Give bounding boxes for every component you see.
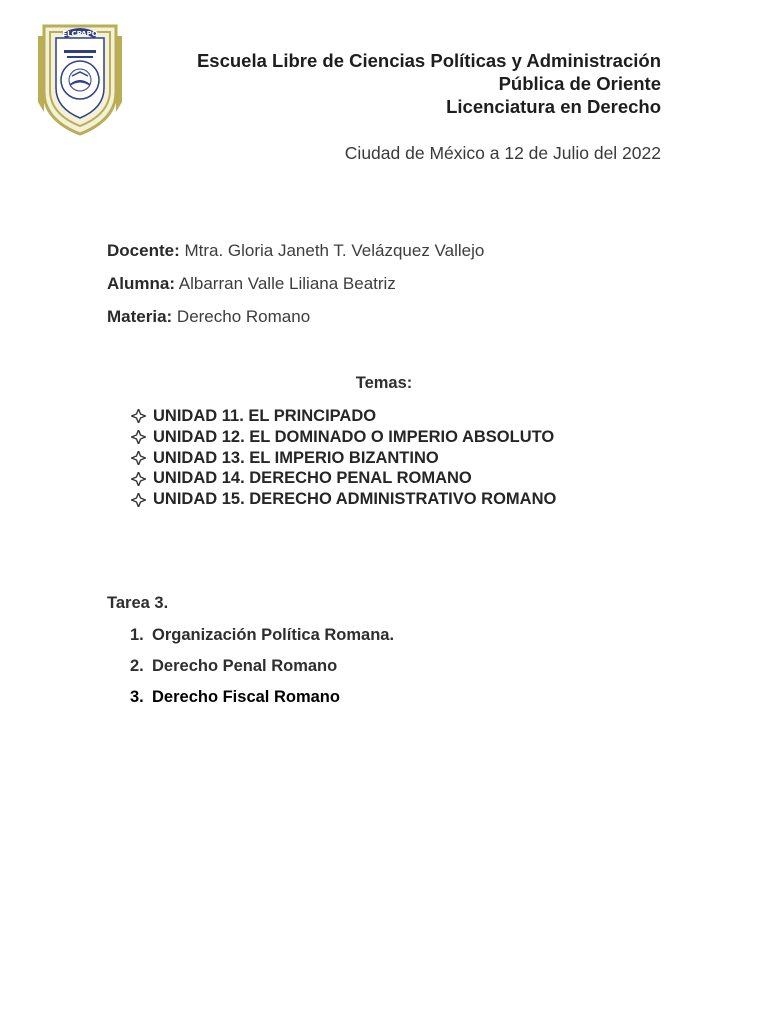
- temas-item-label: UNIDAD 14. DERECHO PENAL ROMANO: [153, 469, 472, 488]
- tarea-item-label: Derecho Penal Romano: [152, 657, 338, 675]
- docente-value: Mtra. Gloria Janeth T. Velázquez Vallejo: [179, 241, 485, 260]
- temas-item: [131, 489, 556, 510]
- docente-field: [107, 241, 484, 261]
- materia-field: [107, 307, 310, 327]
- diamond-bullet-icon: [131, 409, 146, 423]
- temas-list: [131, 406, 556, 510]
- institution-name-line-2: Pública de Oriente: [498, 73, 661, 94]
- temas-item-label: UNIDAD 15. DERECHO ADMINISTRATIVO ROMANO: [153, 490, 557, 509]
- logo-arc-text: ELCPAPO: [62, 30, 98, 38]
- school-crest-logo: [34, 22, 126, 136]
- tarea-item-number: 1.: [130, 626, 144, 644]
- temas-item-label: UNIDAD 12. EL DOMINADO O IMPERIO ABSOLUTO: [153, 427, 555, 446]
- tarea-item: [130, 688, 394, 719]
- diamond-bullet-icon: [131, 451, 146, 465]
- docente-label: Docente:: [107, 241, 180, 260]
- alumna-value: Albarran Valle Liliana Beatriz: [175, 274, 396, 293]
- tarea-item: [130, 657, 394, 688]
- alumna-field: [107, 274, 396, 294]
- temas-title: Temas:: [355, 374, 413, 392]
- tarea-item-label: Derecho Fiscal Romano: [152, 688, 340, 706]
- temas-item: [131, 406, 556, 427]
- diamond-bullet-icon: [131, 472, 146, 486]
- tarea-item-label: Organización Política Romana.: [152, 626, 395, 644]
- temas-item-label: UNIDAD 11. EL PRINCIPADO: [153, 407, 377, 425]
- temas-item: [131, 427, 556, 448]
- diamond-bullet-icon: [131, 430, 146, 444]
- institution-header: [197, 49, 661, 118]
- tarea-item-number: 2.: [130, 657, 144, 675]
- temas-item-label: UNIDAD 13. EL IMPERIO BIZANTINO: [153, 448, 439, 467]
- temas-item: [131, 468, 556, 489]
- document-date: Ciudad de México a 12 de Julio del 2022: [344, 143, 661, 163]
- materia-label: Materia:: [107, 307, 173, 326]
- institution-name-line-1: Escuela Libre de Ciencias Políticas y Administración: [196, 50, 661, 71]
- tarea-item-number: 3.: [130, 688, 144, 706]
- tarea-list: [130, 626, 394, 719]
- materia-value: Derecho Romano: [172, 307, 311, 326]
- tarea-title: Tarea 3.: [107, 594, 169, 612]
- logo-inner-text: [0, 0, 1, 1]
- temas-item: [131, 448, 556, 469]
- tarea-item: [130, 626, 394, 657]
- alumna-label: Alumna:: [107, 274, 175, 293]
- diamond-bullet-icon: [131, 493, 146, 507]
- degree-name: Licenciatura en Derecho: [446, 96, 661, 117]
